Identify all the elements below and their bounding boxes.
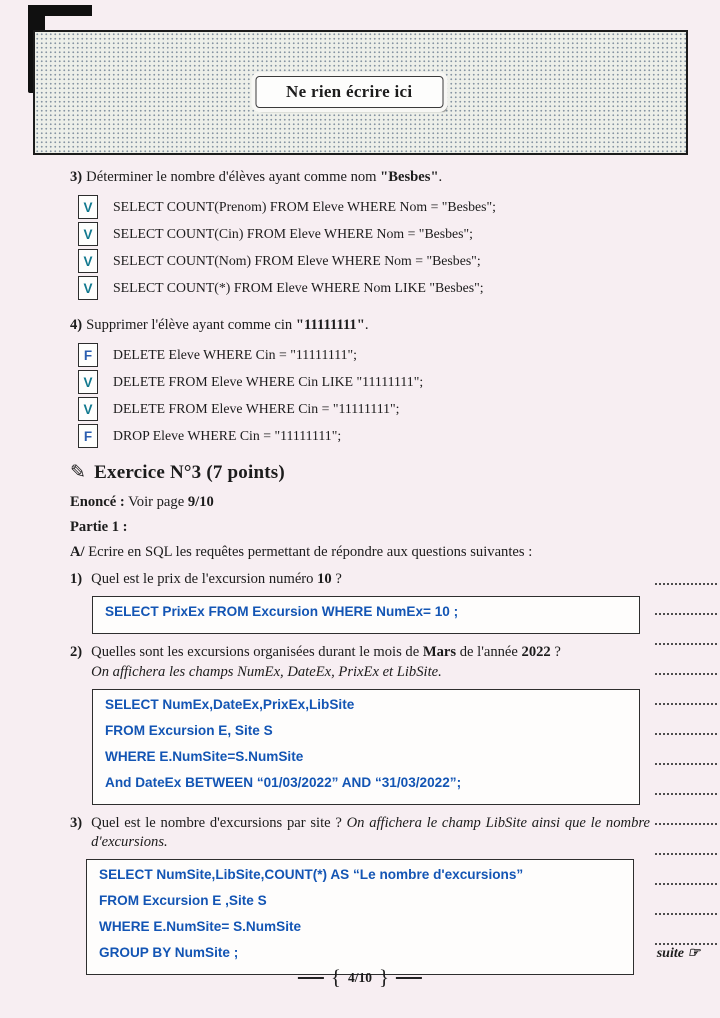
page-number-open-brace: { [330,965,341,989]
handwritten-sql-line: GROUP BY NumSite ; [99,944,239,960]
answer-option [78,248,650,275]
page-number-right-rule [396,977,422,979]
option-sql-text: DROP Eleve WHERE Cin = "11111111"; [113,428,342,444]
sub-question-3-italic-note: On affichera le champ LibSite ainsi que le nombre d'excursions. [91,814,650,851]
no-write-label-box [255,76,443,108]
pencil-icon: ✎ [70,461,87,483]
partie-line [70,518,650,536]
answer-box-2 [92,689,640,805]
handwritten-sql-line: WHERE E.NumSite=S.NumSite [105,748,304,764]
sub-question-1-pre: Quel est le prix de l'excursion numéro [91,571,318,588]
option-sql-text: SELECT COUNT(*) FROM Eleve WHERE Nom LIKE "Besbes"; [113,280,484,296]
page-content [70,168,650,975]
handwritten-sql-line: FROM Excursion E ,Site S [99,892,267,908]
question-3-options [78,194,650,302]
mark-letter: F [83,347,93,363]
mark-letter: V [83,280,93,296]
scan-corner-mark-horizontal [28,5,92,16]
answer-option [78,369,650,396]
sub-question-2-pre: Quelles sont les excursions organisées durant le mois de [91,644,423,661]
handwritten-sql-line: SELECT PrixEx FROM Excursion WHERE NumEx= 10 ; [105,604,459,620]
enonce-label: Enoncé : [70,493,125,510]
mark-box [78,195,98,219]
sub-question-3 [70,814,650,853]
sub-question-2-post: ? [550,644,561,661]
no-write-label: Ne rien écrire ici [286,82,413,101]
answer-option [78,396,650,423]
handwritten-sql-line: FROM Excursion E, Site S [105,722,273,738]
option-sql-text: SELECT COUNT(Prenom) FROM Eleve WHERE Nom = "Besbes"; [113,199,496,215]
page-number-value: 4/10 [347,969,373,985]
mark-box [78,276,98,300]
answer-box-3 [86,859,634,975]
handwritten-sql-line: SELECT NumEx,DateEx,PrixEx,LibSite [105,696,355,712]
option-sql-text: SELECT COUNT(Nom) FROM Eleve WHERE Nom = "Besbes"; [113,253,481,269]
mark-box [78,397,98,421]
question-3-text: Déterminer le nombre d'élèves ayant comme nom [86,169,381,185]
sub-question-2-number: 2) [70,644,83,661]
sub-question-2-bold-month: Mars [422,644,457,661]
question-4-options [78,342,650,450]
sub-question-1 [70,570,650,590]
question-4-bold: "11111111" [295,316,365,333]
page-number-close-brace: } [379,965,390,989]
mark-box [78,222,98,246]
sub-question-3-number: 3) [70,814,83,831]
option-sql-text: SELECT COUNT(Cin) FROM Eleve WHERE Nom = "Besbes"; [113,226,473,242]
answer-option [78,194,650,221]
sub-question-1-bold: 10 [317,571,332,588]
page-number-left-rule [298,977,324,979]
sub-question-1-post: ? [331,571,342,588]
question-4-number: 4) [70,316,83,333]
mark-box [78,370,98,394]
mark-letter: V [83,226,93,242]
answer-option [78,275,650,302]
section-a-line [70,543,650,561]
page-number [298,967,422,988]
handwritten-sql-line: And DateEx BETWEEN “01/03/2022” AND “31/03/2022”; [105,774,462,790]
sub-question-2 [70,643,650,682]
sub-question-2-italic-note: On affichera les champs NumEx, DateEx, PrixEx et LibSite. [91,663,442,680]
suite-note [657,945,700,962]
question-4-heading [70,316,650,335]
suite-label: suite [656,946,684,961]
pointing-hand-icon: ☞ [687,946,700,961]
answer-option [78,423,650,450]
answer-box-1 [92,596,640,634]
handwritten-sql-line: SELECT NumSite,LibSite,COUNT(*) AS “Le nombre d'excursions” [99,866,524,882]
section-a-label: A/ [70,544,85,561]
mark-box [78,343,98,367]
question-3-end: . [438,169,443,185]
sub-question-1-number: 1) [70,571,83,588]
enonce-page-ref: 9/10 [187,493,214,510]
question-3-number: 3) [70,169,83,185]
sub-question-2-mid: de l'année [456,644,522,661]
enonce-text: Voir page [124,493,188,510]
handwritten-sql-line: WHERE E.NumSite= S.NumSite [99,918,302,934]
sub-question-3-text [91,814,650,853]
enonce-line [70,493,650,511]
mark-box [78,249,98,273]
mark-letter: V [83,374,93,390]
exercise-3-title [70,462,650,485]
question-3-bold: "Besbes" [380,169,439,185]
option-sql-text: DELETE FROM Eleve WHERE Cin LIKE "11111111"; [113,374,424,390]
sub-question-3-pre: Quel est le nombre d'excursions par site ? [91,814,347,831]
question-4-end: . [364,316,369,333]
question-3-heading [70,168,650,187]
mark-letter: F [83,428,93,444]
answer-option [78,342,650,369]
sub-question-1-text [91,570,342,590]
section-a-text: Ecrire en SQL les requêtes permettant de répondre aux questions suivantes : [84,544,533,561]
option-sql-text: DELETE FROM Eleve WHERE Cin = "11111111"; [113,401,400,417]
mark-box [78,424,98,448]
sub-question-2-bold-year: 2022 [521,644,551,661]
mark-letter: V [83,253,93,269]
mark-letter: V [83,199,93,215]
mark-letter: V [83,401,93,417]
sub-question-2-text [91,643,561,682]
option-sql-text: DELETE Eleve WHERE Cin = "11111111"; [113,347,357,363]
question-4-text: Supprimer l'élève ayant comme cin [86,316,296,333]
no-write-zone [33,30,688,155]
exercise-3-title-text: Exercice N°3 (7 points) [94,461,285,483]
partie-label: Partie 1 : [70,518,128,535]
answer-option [78,221,650,248]
